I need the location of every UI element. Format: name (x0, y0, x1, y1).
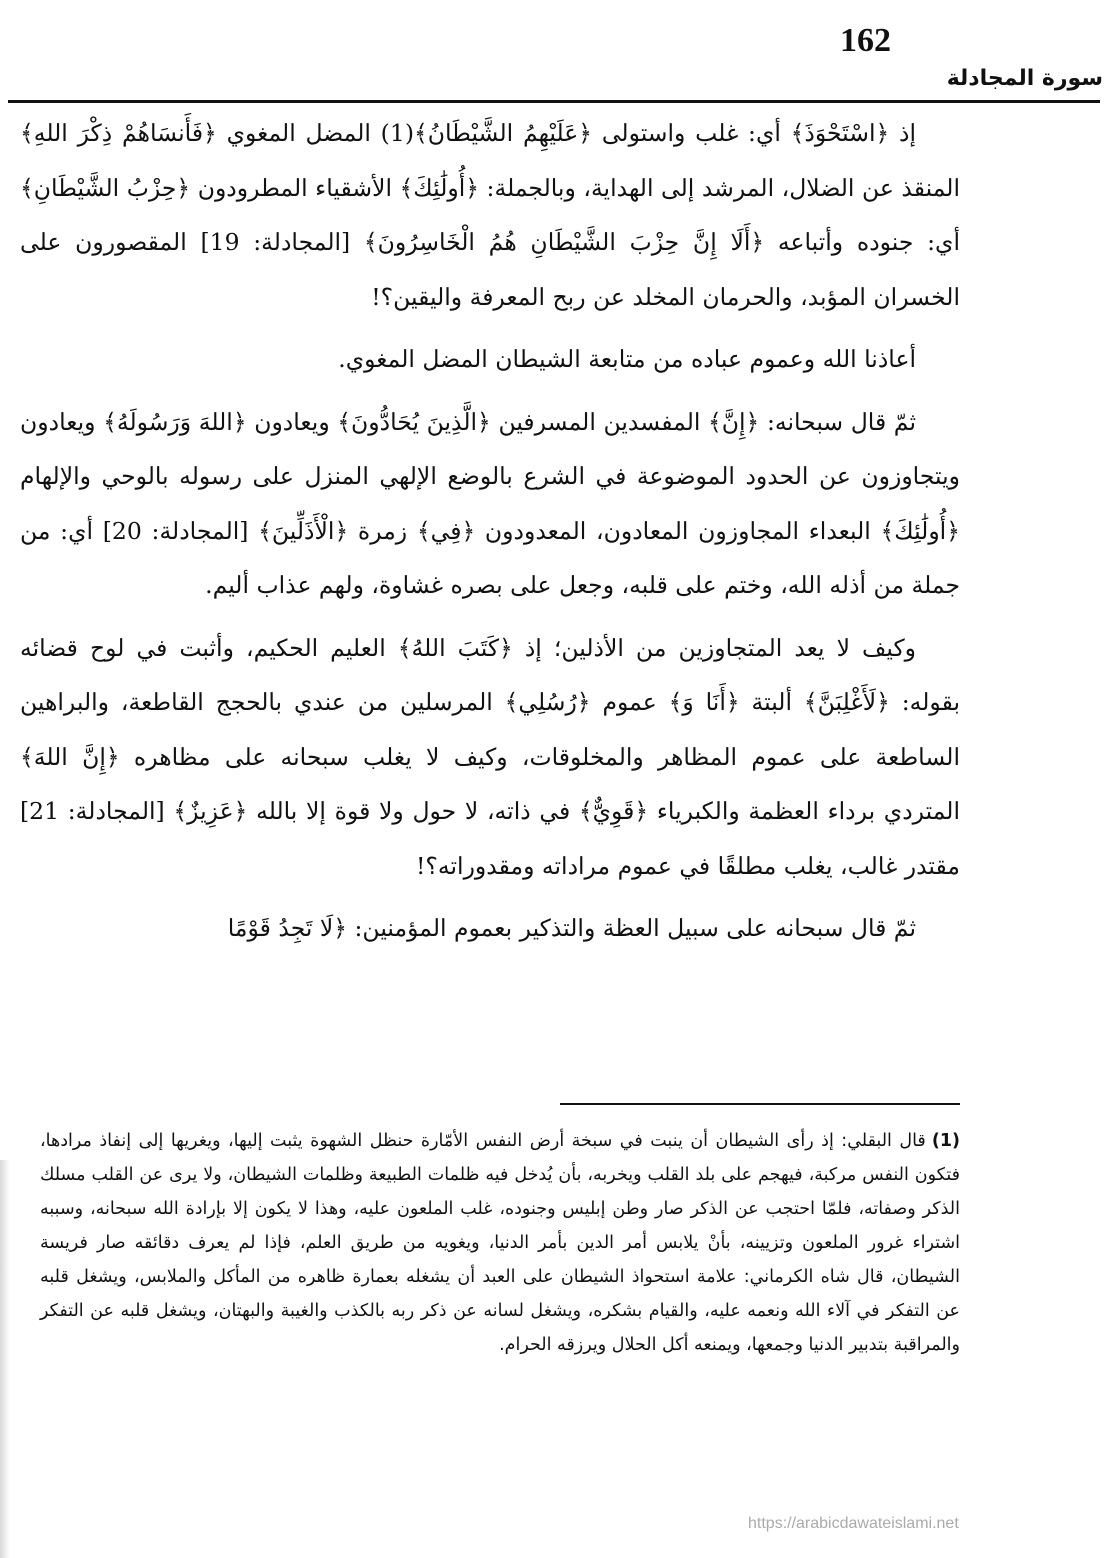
main-text (20, 106, 960, 964)
paragraph: أعاذنا الله وعموم عباده من متابعة الشيطان المضل المغوي. (338, 345, 916, 373)
footnote (40, 1124, 960, 1362)
footnote-rule (560, 1103, 960, 1105)
footnote-text: قال البقلي: إذ رأى الشيطان أن ينبت في سبخة أرض النفس الأمّارة حنظل الشهوة يثبت إليها، ويغريها إلى إنفاذ مرادها، فتكون النفس مركبة، فيهجم على بلد القلب ويخربه، بأن يُدخل فيه ظلمات الطبيعة وظلمات الشيطان، ولا يرى عن القلب مسلك الذكر وصفاته، فلمّا احتجب عن الذكر صار وطن إبليس وجنوده، غلب الملعون عليه، وهذا لا يكون إلا بإرادة الله سبحانه، وسببه اشتراء غرور الملعون وتزيينه، بأنْ يلابس أمر الدين بأمر الدنيا، ويغويه من طريق العلم، فإذا لم يعرف دقائقه صار فريسة الشيطان، قال شاه الكرماني: علامة استحواذ الشيطان على العبد أن يشغله بعمارة ظاهره من المأكل والملابس، ويشغل قلبه عن التفكر في آلاء الله ونعمه عليه، والقيام بشكره، ويشغل لسانه عن ذكر ربه بالكذب والغيبة والبهتان، ويشغل قلبه عن التفكر والمراقبة بتدبير الدنيا وجمعها، ويمنعه أكل الحلال ويرزقه الحرام. (40, 1131, 960, 1355)
watermark-url: https://arabicdawateislami.net (748, 1515, 959, 1532)
scan-shadow (0, 1160, 10, 1558)
paragraph: إذ ﴿اسْتَحْوَذَ﴾ أي: غلب واستولى ﴿عَلَيْهِمُ الشَّيْطَانُ﴾(1) المضل المغوي ﴿فَأَنسَاهُمْ ذِكْرَ اللهِ﴾ المنقذ عن الضلال، المرشد إلى الهداية، وبالجملة: ﴿أُولَٰئِكَ﴾ الأشقياء المطرودون ﴿حِزْبُ الشَّيْطَانِ﴾ أي: جنوده وأتباعه ﴿أَلَا إِنَّ حِزْبَ الشَّيْطَانِ هُمُ الْخَاسِرُونَ﴾ [المجادلة: 19] المقصورون على الخسران المؤبد، والحرمان المخلد عن ربح المعرفة واليقين؟! (20, 119, 960, 311)
paragraph: ثمّ قال سبحانه على سبيل العظة والتذكير بعموم المؤمنين: ﴿لَا تَجِدُ قَوْمًا (227, 914, 916, 942)
header-rule (8, 100, 1100, 103)
paragraph: وكيف لا يعد المتجاوزين من الأذلين؛ إذ ﴿كَتَبَ اللهُ﴾ العليم الحكيم، وأثبت في لوح قضائه بقوله: ﴿لَأَغْلِبَنَّ﴾ ألبتة ﴿أَنَا وَ﴾ عموم ﴿رُسُلِي﴾ المرسلين من عندي بالحجج القاطعة، والبراهين الساطعة على عموم المظاهر والمخلوقات، وكيف لا يغلب سبحانه على مظاهره ﴿إِنَّ اللهَ﴾ المتردي برداء العظمة والكبرياء ﴿قَوِيٌّ﴾ في ذاته، لا حول ولا قوة إلا بالله ﴿عَزِيزٌ﴾ [المجادلة: 21] مقتدر غالب، يغلب مطلقًا في عموم مراداته ومقدوراته؟! (20, 633, 960, 880)
footnote-label: (1) (931, 1131, 960, 1151)
page-number: 162 (840, 22, 891, 59)
paragraph: ثمّ قال سبحانه: ﴿إِنَّ﴾ المفسدين المسرفين ﴿الَّذِينَ يُحَادُّونَ﴾ ويعادون ﴿اللهَ وَرَسُولَهُ﴾ ويعادون ويتجاوزون عن الحدود الموضوعة في الشرع بالوضع الإلهي المنزل على رسوله بالوحي والإلهام ﴿أُولَٰئِكَ﴾ البعداء المجاوزون المعادون، المعدودون ﴿فِي﴾ زمرة ﴿الْأَذَلِّينَ﴾ [المجادلة: 20] أي: من جملة من أذله الله، وختم على قلبه، وجعل على بصره غشاوة، ولهم عذاب أليم. (20, 407, 960, 599)
surah-title: سورة المجادلة (946, 66, 1103, 91)
